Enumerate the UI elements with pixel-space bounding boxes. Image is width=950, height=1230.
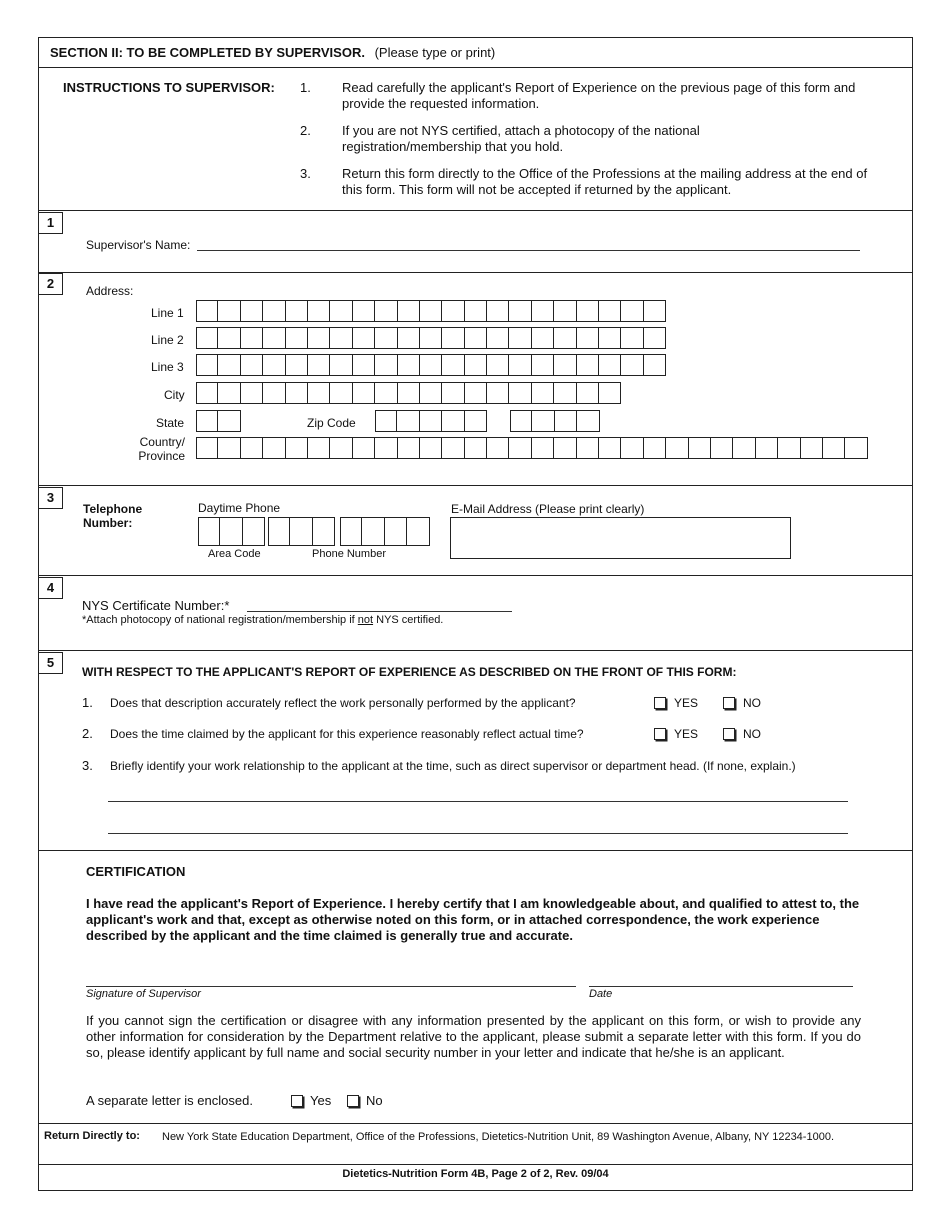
enclosed-no-checkbox[interactable] — [347, 1095, 359, 1107]
zip-label: Zip Code — [307, 416, 356, 430]
certificate-number-field[interactable] — [247, 611, 512, 612]
char-box[interactable] — [263, 382, 285, 404]
divider — [38, 575, 913, 576]
char-box[interactable] — [554, 327, 576, 349]
char-box[interactable] — [407, 517, 429, 546]
char-box[interactable] — [778, 437, 800, 459]
char-box[interactable] — [644, 300, 666, 322]
relationship-line-2[interactable] — [108, 833, 848, 834]
char-box[interactable] — [398, 382, 420, 404]
yes-label: YES — [674, 696, 699, 710]
return-address: New York State Education Department, Office of the Professions, Dietetics-Nutrition Unit, 89 Washington Avenue, Albany, NY 12234-1000. — [162, 1131, 834, 1143]
char-box[interactable] — [398, 354, 420, 376]
char-box[interactable] — [308, 300, 330, 322]
char-box[interactable] — [756, 437, 778, 459]
char-box[interactable] — [353, 300, 375, 322]
char-box[interactable] — [554, 437, 576, 459]
char-box[interactable] — [577, 354, 599, 376]
char-box[interactable] — [308, 437, 330, 459]
section-header — [50, 45, 495, 60]
section5-heading: WITH RESPECT TO THE APPLICANT'S REPORT OF EXPERIENCE AS DESCRIBED ON THE FRONT OF THIS FORM: — [82, 665, 737, 679]
section-title: SECTION II: TO BE COMPLETED BY SUPERVISOR. — [50, 45, 365, 60]
char-box[interactable] — [465, 437, 487, 459]
char-box[interactable] — [286, 354, 308, 376]
q2-no-checkbox[interactable] — [723, 728, 735, 740]
country-boxes[interactable] — [196, 437, 868, 459]
char-box[interactable] — [286, 327, 308, 349]
zip-extension-boxes[interactable] — [510, 410, 600, 432]
char-box[interactable] — [398, 327, 420, 349]
note-not: not — [357, 614, 374, 626]
no-label: NO — [743, 696, 761, 710]
question-2: Does the time claimed by the applicant for this experience reasonably reflect actual time? — [110, 727, 584, 741]
char-box[interactable] — [801, 437, 823, 459]
line3-label: Line 3 — [151, 360, 184, 374]
char-box[interactable] — [711, 437, 733, 459]
question-3: Briefly identify your work relationship to the applicant at the time, such as direct supervisor or department head. (If none, explain.) — [110, 759, 796, 773]
char-box[interactable] — [442, 300, 464, 322]
phone-prefix-boxes[interactable] — [268, 517, 335, 546]
char-box[interactable] — [330, 300, 352, 322]
yes-label: Yes — [310, 1093, 332, 1108]
char-box[interactable] — [241, 300, 263, 322]
char-box[interactable] — [330, 354, 352, 376]
char-box[interactable] — [420, 327, 442, 349]
section-number: 1 — [38, 212, 63, 234]
char-box[interactable] — [218, 437, 240, 459]
divider — [38, 67, 913, 68]
char-box[interactable] — [689, 437, 711, 459]
email-label: E-Mail Address (Please print clearly) — [451, 502, 645, 516]
section-number: 2 — [38, 273, 63, 295]
char-box[interactable] — [268, 517, 290, 546]
question-num: 2. — [82, 726, 93, 741]
instruction-num: 3. — [300, 166, 311, 181]
return-label: Return Directly to: — [44, 1130, 140, 1142]
char-box[interactable] — [465, 300, 487, 322]
char-box[interactable] — [218, 410, 240, 432]
char-box[interactable] — [375, 354, 397, 376]
char-box[interactable] — [220, 517, 242, 546]
q1-no-checkbox[interactable] — [723, 697, 735, 709]
phone-number-boxes[interactable] — [340, 517, 430, 546]
number-label: Number: — [83, 516, 133, 530]
certification-paragraph: If you cannot sign the certification or disagree with any information presented by the applicant on this form, or wish to provide any other information for consideration by the Department relative to the applicant, please submit a separate letter with this form. If you do so, please identify applicant by full name and social security number in your letter and indicate that he/she is an applicant. — [86, 1013, 861, 1060]
char-box[interactable] — [243, 517, 265, 546]
char-box[interactable] — [442, 410, 464, 432]
char-box[interactable] — [330, 382, 352, 404]
yes-label: YES — [674, 727, 699, 741]
divider — [38, 650, 913, 651]
char-box[interactable] — [330, 437, 352, 459]
char-box[interactable] — [532, 437, 554, 459]
email-field[interactable] — [450, 517, 791, 559]
char-box[interactable] — [599, 300, 621, 322]
address-line2-boxes[interactable] — [196, 327, 666, 349]
instruction-text: Return this form directly to the Office of the Professions at the mailing address at the end of this form. This form will not be accepted if returned by the applicant. — [342, 166, 868, 197]
note-text: NYS certified. — [373, 614, 444, 626]
char-box[interactable] — [644, 354, 666, 376]
no-label: No — [366, 1093, 383, 1108]
char-box[interactable] — [666, 437, 688, 459]
char-box[interactable] — [532, 382, 554, 404]
char-box[interactable] — [442, 327, 464, 349]
state-label: State — [156, 416, 185, 430]
divider — [38, 1164, 913, 1165]
char-box[interactable] — [442, 382, 464, 404]
daytime-phone-label: Daytime Phone — [198, 501, 281, 515]
char-box[interactable] — [286, 437, 308, 459]
char-box[interactable] — [218, 300, 240, 322]
char-box[interactable] — [599, 354, 621, 376]
line2-label: Line 2 — [151, 333, 184, 347]
char-box[interactable] — [420, 410, 442, 432]
char-box[interactable] — [397, 410, 419, 432]
char-box[interactable] — [263, 354, 285, 376]
char-box[interactable] — [532, 300, 554, 322]
char-box[interactable] — [487, 437, 509, 459]
char-box[interactable] — [241, 437, 263, 459]
certificate-number-label: NYS Certificate Number:* — [82, 598, 230, 613]
enclosed-label: A separate letter is enclosed. — [86, 1093, 253, 1108]
char-box[interactable] — [532, 410, 554, 432]
char-box[interactable] — [196, 437, 218, 459]
char-box[interactable] — [420, 437, 442, 459]
char-box[interactable] — [241, 354, 263, 376]
form-id: Dietetics-Nutrition Form 4B, Page 2 of 2, Rev. 09/04 — [342, 1168, 609, 1180]
country-label: Country/ — [139, 435, 185, 449]
char-box[interactable] — [313, 517, 335, 546]
zip-boxes[interactable] — [375, 410, 487, 432]
question-num: 3. — [82, 758, 93, 773]
char-box[interactable] — [375, 437, 397, 459]
date-label: Date — [589, 988, 613, 1000]
char-box[interactable] — [218, 327, 240, 349]
char-box[interactable] — [577, 437, 599, 459]
char-box[interactable] — [263, 300, 285, 322]
section-number: 3 — [38, 487, 63, 509]
char-box[interactable] — [733, 437, 755, 459]
area-code-boxes[interactable] — [198, 517, 265, 546]
char-box[interactable] — [577, 410, 599, 432]
char-box[interactable] — [196, 382, 218, 404]
char-box[interactable] — [621, 300, 643, 322]
line1-label: Line 1 — [151, 306, 184, 320]
date-field[interactable] — [589, 986, 853, 987]
char-box[interactable] — [823, 437, 845, 459]
char-box[interactable] — [420, 382, 442, 404]
char-box[interactable] — [509, 354, 531, 376]
char-box[interactable] — [509, 382, 531, 404]
state-boxes[interactable] — [196, 410, 241, 432]
char-box[interactable] — [263, 327, 285, 349]
char-box[interactable] — [487, 300, 509, 322]
note-text: *Attach photocopy of national registration/membership if — [82, 614, 358, 626]
relationship-line-1[interactable] — [108, 801, 848, 802]
divider — [38, 485, 913, 486]
char-box[interactable] — [442, 354, 464, 376]
char-box[interactable] — [196, 327, 218, 349]
char-box[interactable] — [577, 300, 599, 322]
char-box[interactable] — [375, 327, 397, 349]
char-box[interactable] — [465, 327, 487, 349]
city-label: City — [164, 388, 185, 402]
char-box[interactable] — [353, 327, 375, 349]
char-box[interactable] — [509, 300, 531, 322]
supervisor-name-field[interactable] — [197, 250, 860, 251]
char-box[interactable] — [308, 382, 330, 404]
instruction-num: 2. — [300, 123, 311, 138]
divider — [38, 1123, 913, 1124]
q2-yes-checkbox[interactable] — [654, 728, 666, 740]
char-box[interactable] — [340, 517, 362, 546]
instruction-text: Read carefully the applicant's Report of Experience on the previous page of this form and provide the requested information. — [342, 80, 856, 111]
question-1: Does that description accurately reflect the work personally performed by the applicant? — [110, 696, 576, 710]
char-box[interactable] — [398, 300, 420, 322]
char-box[interactable] — [375, 382, 397, 404]
char-box[interactable] — [532, 327, 554, 349]
phone-number-label: Phone Number — [312, 548, 386, 560]
address-line3-boxes[interactable] — [196, 354, 666, 376]
section-number: 5 — [38, 652, 63, 674]
char-box[interactable] — [465, 382, 487, 404]
char-box[interactable] — [621, 437, 643, 459]
char-box[interactable] — [241, 382, 263, 404]
char-box[interactable] — [599, 382, 621, 404]
char-box[interactable] — [577, 382, 599, 404]
char-box[interactable] — [398, 437, 420, 459]
char-box[interactable] — [353, 437, 375, 459]
certification-statement: I have read the applicant's Report of Experience. I hereby certify that I am knowledgeable about, and qualified to attest to, the applicant's work and that, except as otherwise noted on this form, or in attached correspondence, the work experience described by the applicant and the time claimed is generally true and accurate. — [86, 896, 860, 943]
char-box[interactable] — [554, 382, 576, 404]
char-box[interactable] — [218, 354, 240, 376]
char-box[interactable] — [385, 517, 407, 546]
char-box[interactable] — [375, 300, 397, 322]
divider — [38, 272, 913, 273]
char-box[interactable] — [308, 327, 330, 349]
char-box[interactable] — [442, 437, 464, 459]
char-box[interactable] — [198, 517, 220, 546]
instructions-label: INSTRUCTIONS TO SUPERVISOR: — [63, 80, 275, 95]
section-number: 4 — [38, 577, 63, 599]
char-box[interactable] — [420, 300, 442, 322]
supervisor-name-label: Supervisor's Name: — [86, 238, 191, 252]
char-box[interactable] — [599, 437, 621, 459]
divider — [38, 850, 913, 851]
char-box[interactable] — [362, 517, 384, 546]
char-box[interactable] — [532, 354, 554, 376]
telephone-label: Telephone — [83, 502, 143, 516]
question-num: 1. — [82, 695, 93, 710]
city-boxes[interactable] — [196, 382, 621, 404]
enclosed-yes-checkbox[interactable] — [291, 1095, 303, 1107]
char-box[interactable] — [353, 382, 375, 404]
q1-yes-checkbox[interactable] — [654, 697, 666, 709]
char-box[interactable] — [465, 410, 487, 432]
char-box[interactable] — [509, 437, 531, 459]
section-subtitle: (Please type or print) — [374, 45, 496, 60]
no-label: NO — [743, 727, 761, 741]
char-box[interactable] — [845, 437, 867, 459]
char-box[interactable] — [487, 354, 509, 376]
char-box[interactable] — [487, 327, 509, 349]
char-box[interactable] — [286, 300, 308, 322]
char-box[interactable] — [218, 382, 240, 404]
instruction-text: If you are not NYS certified, attach a photocopy of the national registration/membership that you hold. — [342, 123, 700, 154]
char-box[interactable] — [577, 327, 599, 349]
char-box[interactable] — [509, 327, 531, 349]
signature-label: Signature of Supervisor — [86, 988, 201, 1000]
address-line1-boxes[interactable] — [196, 300, 666, 322]
instruction-num: 1. — [300, 80, 311, 95]
char-box[interactable] — [308, 354, 330, 376]
char-box[interactable] — [263, 437, 285, 459]
char-box[interactable] — [621, 354, 643, 376]
signature-field[interactable] — [86, 986, 576, 987]
char-box[interactable] — [375, 410, 397, 432]
char-box[interactable] — [599, 327, 621, 349]
province-label: Province — [138, 449, 185, 463]
area-code-label: Area Code — [208, 548, 261, 560]
char-box[interactable] — [290, 517, 312, 546]
address-label: Address: — [86, 284, 134, 298]
char-box[interactable] — [196, 354, 218, 376]
char-box[interactable] — [196, 410, 218, 432]
char-box[interactable] — [510, 410, 532, 432]
char-box[interactable] — [554, 300, 576, 322]
certification-title: CERTIFICATION — [86, 864, 186, 879]
divider — [38, 210, 913, 211]
certificate-note — [82, 614, 443, 626]
char-box[interactable] — [353, 354, 375, 376]
char-box[interactable] — [196, 300, 218, 322]
char-box[interactable] — [241, 327, 263, 349]
char-box[interactable] — [330, 327, 352, 349]
char-box[interactable] — [286, 382, 308, 404]
char-box[interactable] — [644, 437, 666, 459]
char-box[interactable] — [487, 382, 509, 404]
char-box[interactable] — [420, 354, 442, 376]
char-box[interactable] — [554, 354, 576, 376]
char-box[interactable] — [644, 327, 666, 349]
char-box[interactable] — [621, 327, 643, 349]
char-box[interactable] — [555, 410, 577, 432]
char-box[interactable] — [465, 354, 487, 376]
